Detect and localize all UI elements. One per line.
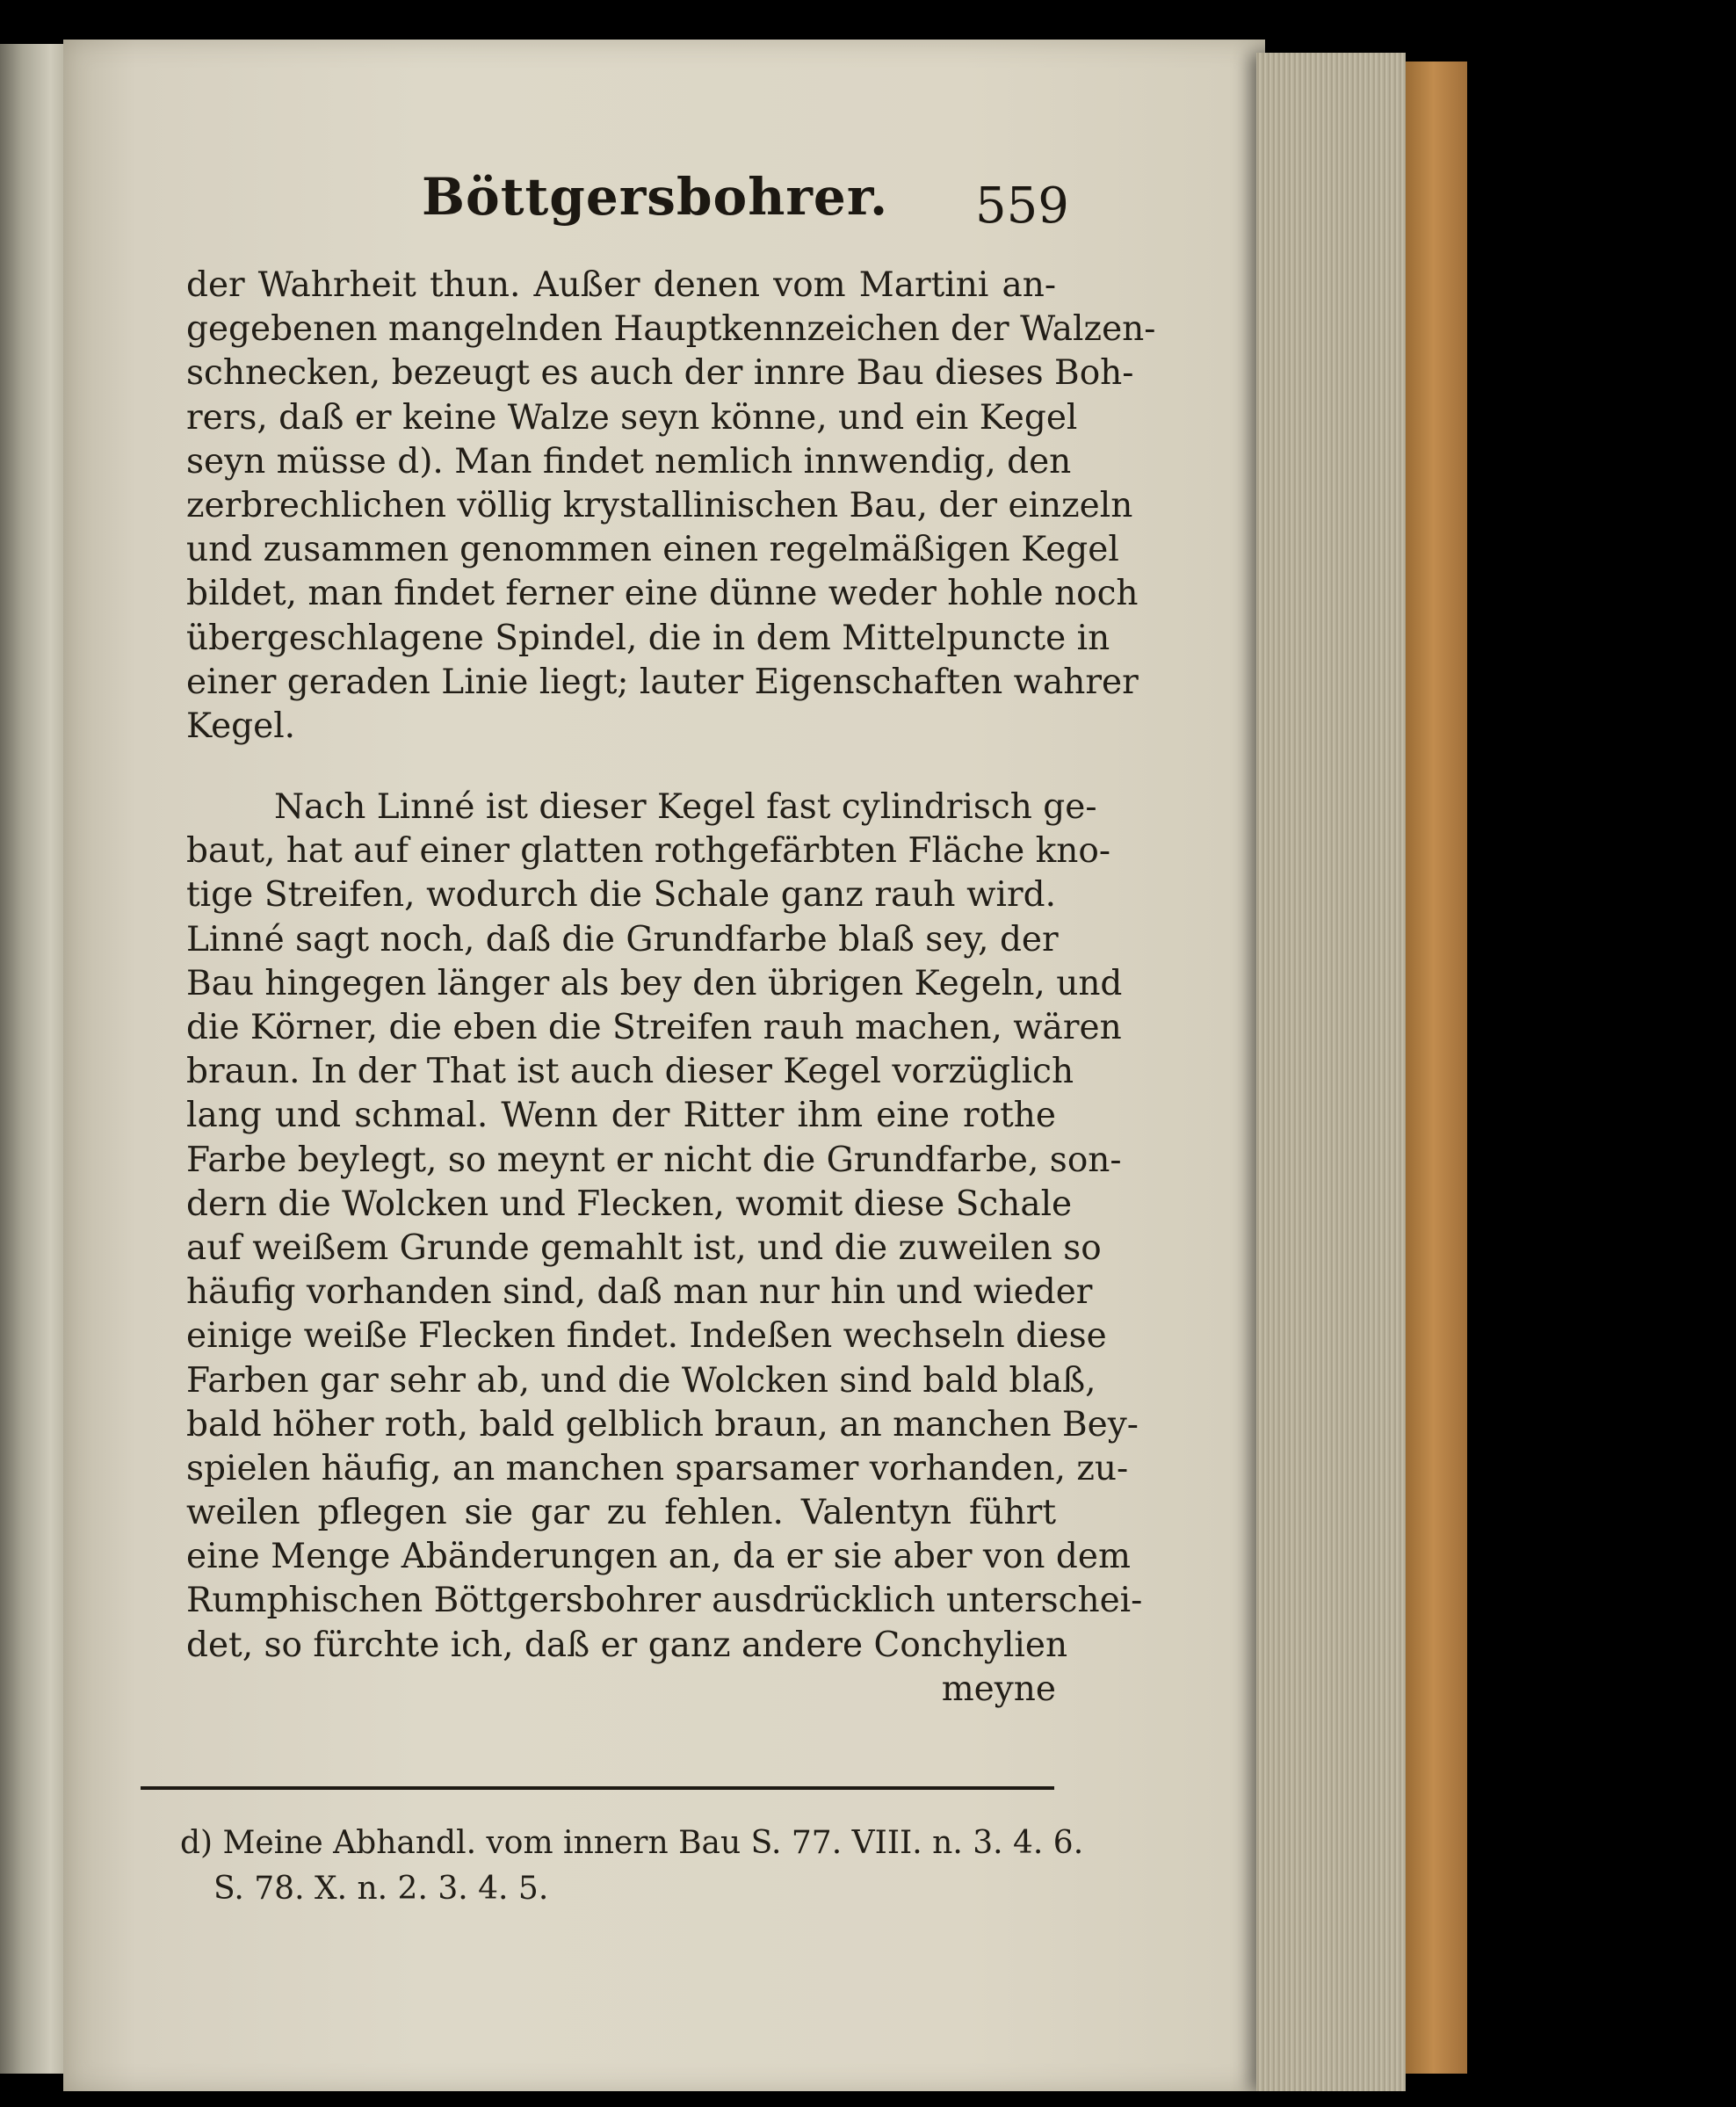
text-line: bald höher roth, bald gelblich braun, an manchen Bey- (186, 1404, 1139, 1444)
footnote-rule (141, 1786, 1054, 1790)
text-line: Rumphischen Böttgersbohrer ausdrücklich unterschei- (186, 1581, 1143, 1621)
text-line: einige weiße Flecken findet. Indeßen wechseln diese (186, 1316, 1107, 1357)
text-line: det, so fürchte ich, daß er ganz andere Conchylien (186, 1625, 1068, 1665)
catchword: meyne (941, 1669, 1056, 1709)
paragraph-1 (186, 264, 1156, 749)
text-line: einer geraden Linie liegt; lauter Eigenschaften wahrer (186, 662, 1139, 702)
text-line: seyn müsse d). Man findet nemlich innwendig, den (186, 441, 1072, 481)
text-line: häufig vorhanden sind, daß man nur hin und wieder (186, 1272, 1093, 1313)
text-line: weilen pflegen sie gar zu fehlen. Valentyn führt (186, 1493, 1056, 1533)
text-line: gegebenen mangelnden Hauptkennzeichen der Walzen- (186, 309, 1156, 350)
text-line: übergeschlagene Spindel, die in dem Mittelpuncte in (186, 618, 1110, 658)
text-line: Farben gar sehr ab, und die Wolcken sind bald blaß, (186, 1360, 1096, 1401)
text-line: baut, hat auf einer glatten rothgefärbten Fläche kno- (186, 831, 1111, 872)
book-cover-edge (1406, 62, 1467, 2074)
running-title: Böttgersbohrer. (422, 167, 889, 227)
text-line: braun. In der That ist auch dieser Kegel vorzüglich (186, 1052, 1074, 1092)
text-line: Linné sagt noch, daß die Grundfarbe blaß sey, der (186, 919, 1059, 959)
text-line: schnecken, bezeugt es auch der innre Bau dieses Boh- (186, 353, 1134, 394)
text-line: rers, daß er keine Walze seyn könne, und ein Kegel (186, 397, 1078, 438)
text-line: bildet, man findet ferner eine dünne weder hohle noch (186, 574, 1139, 614)
text-line: dern die Wolcken und Flecken, womit diese Schale (186, 1184, 1073, 1224)
text-line: zerbrechlichen völlig krystallinischen Bau, der einzeln (186, 485, 1133, 525)
text-line: eine Menge Abänderungen an, da er sie aber von dem (186, 1537, 1131, 1577)
footnote-line: d) Meine Abhandl. vom innern Bau S. 77. VIII. n. 3. 4. 6. (180, 1825, 1084, 1861)
paragraph-2 (186, 786, 1143, 1712)
text-line: spielen häufig, an manchen sparsamer vorhanden, zu- (186, 1448, 1129, 1488)
paragraph-gap (186, 749, 1056, 786)
page-block-edges (1256, 53, 1406, 2091)
body-text (186, 264, 1156, 1712)
text-line: Nach Linné ist dieser Kegel fast cylindrisch ge- (274, 787, 1097, 828)
page-number: 559 (975, 177, 1069, 235)
text-line: tige Streifen, wodurch die Schale ganz rauh wird. (186, 875, 1056, 916)
footnote-line: S. 78. X. n. 2. 3. 4. 5. (213, 1871, 549, 1907)
text-line: auf weißem Grunde gemahlt ist, und die zuweilen so (186, 1227, 1102, 1268)
text-line: Bau hingegen länger als bey den übrigen Kegeln, und (186, 963, 1123, 1003)
footnotes (180, 1821, 1084, 1912)
text-line: und zusammen genommen einen regelmäßigen Kegel (186, 530, 1119, 570)
facing-page-edge (0, 44, 63, 2074)
text-line: lang und schmal. Wenn der Ritter ihm eine rothe (186, 1096, 1056, 1136)
text-line: Farbe beylegt, so meynt er nicht die Grundfarbe, son- (186, 1140, 1122, 1180)
text-line: die Körner, die eben die Streifen rauh machen, wären (186, 1008, 1122, 1047)
text-line: der Wahrheit thun. Außer denen vom Martini an- (186, 265, 1056, 305)
text-line: Kegel. (186, 706, 296, 746)
